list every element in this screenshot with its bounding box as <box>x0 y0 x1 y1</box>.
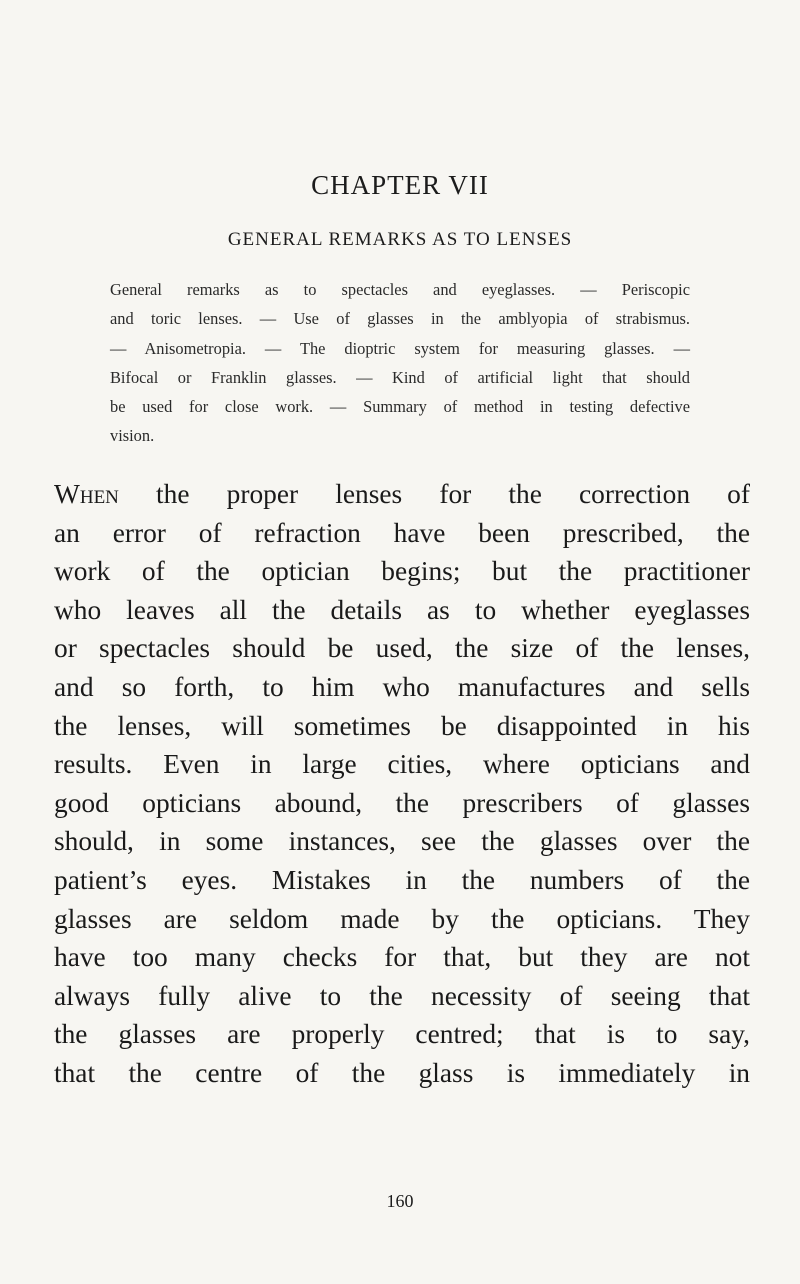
body-line: or spectacles should be used, the size of the lenses, <box>54 633 750 664</box>
body-line: the glasses are properly centred; that is to say, <box>54 1019 750 1050</box>
synopsis-line: be used for close work. — Summary of method in testing defective <box>110 397 690 417</box>
body-line: the lenses, will sometimes be disappointed in his <box>54 710 750 741</box>
chapter-title: GENERAL REMARKS AS TO LENSES <box>227 229 573 250</box>
first-line-text: the proper lenses for the correction of <box>118 479 750 509</box>
chapter-heading: CHAPTER VII <box>311 170 489 200</box>
body-line: should, in some instances, see the glasses over the <box>54 826 750 857</box>
body-line: patient’s eyes. Mistakes in the numbers of the <box>54 864 750 895</box>
body-line: and so forth, to him who manufactures and sells <box>54 671 750 702</box>
body-line: always fully alive to the necessity of seeing that <box>54 980 750 1011</box>
body-line: have too many checks for that, but they are not <box>54 942 750 973</box>
opening-word: When <box>54 479 119 509</box>
page-number: 160 <box>386 1191 414 1211</box>
body-paragraph <box>54 475 750 1093</box>
synopsis-line: vision. <box>110 426 155 446</box>
synopsis-line: General remarks as to spectacles and eyeglasses. — Periscopic <box>110 280 690 299</box>
body-line: who leaves all the details as to whether eyeglasses <box>54 594 750 625</box>
body-line: that the centre of the glass is immediately in <box>54 1057 750 1088</box>
synopsis-line: Bifocal or Franklin glasses. — Kind of artificial light that should <box>110 367 690 387</box>
chapter-synopsis <box>110 275 690 451</box>
body-line: results. Even in large cities, where opticians and <box>54 749 750 780</box>
body-line: glasses are seldom made by the opticians. They <box>54 903 750 934</box>
body-line <box>54 475 750 514</box>
body-line: an error of refraction have been prescribed, the <box>54 517 750 548</box>
body-line: good opticians abound, the prescribers of glasses <box>54 787 750 818</box>
synopsis-line: and toric lenses. — Use of glasses in the amblyopia of strabismus. <box>110 309 690 329</box>
body-line: work of the optician begins; but the practitioner <box>54 556 750 587</box>
synopsis-line: — Anisometropia. — The dioptric system for measuring glasses. — <box>110 338 690 358</box>
